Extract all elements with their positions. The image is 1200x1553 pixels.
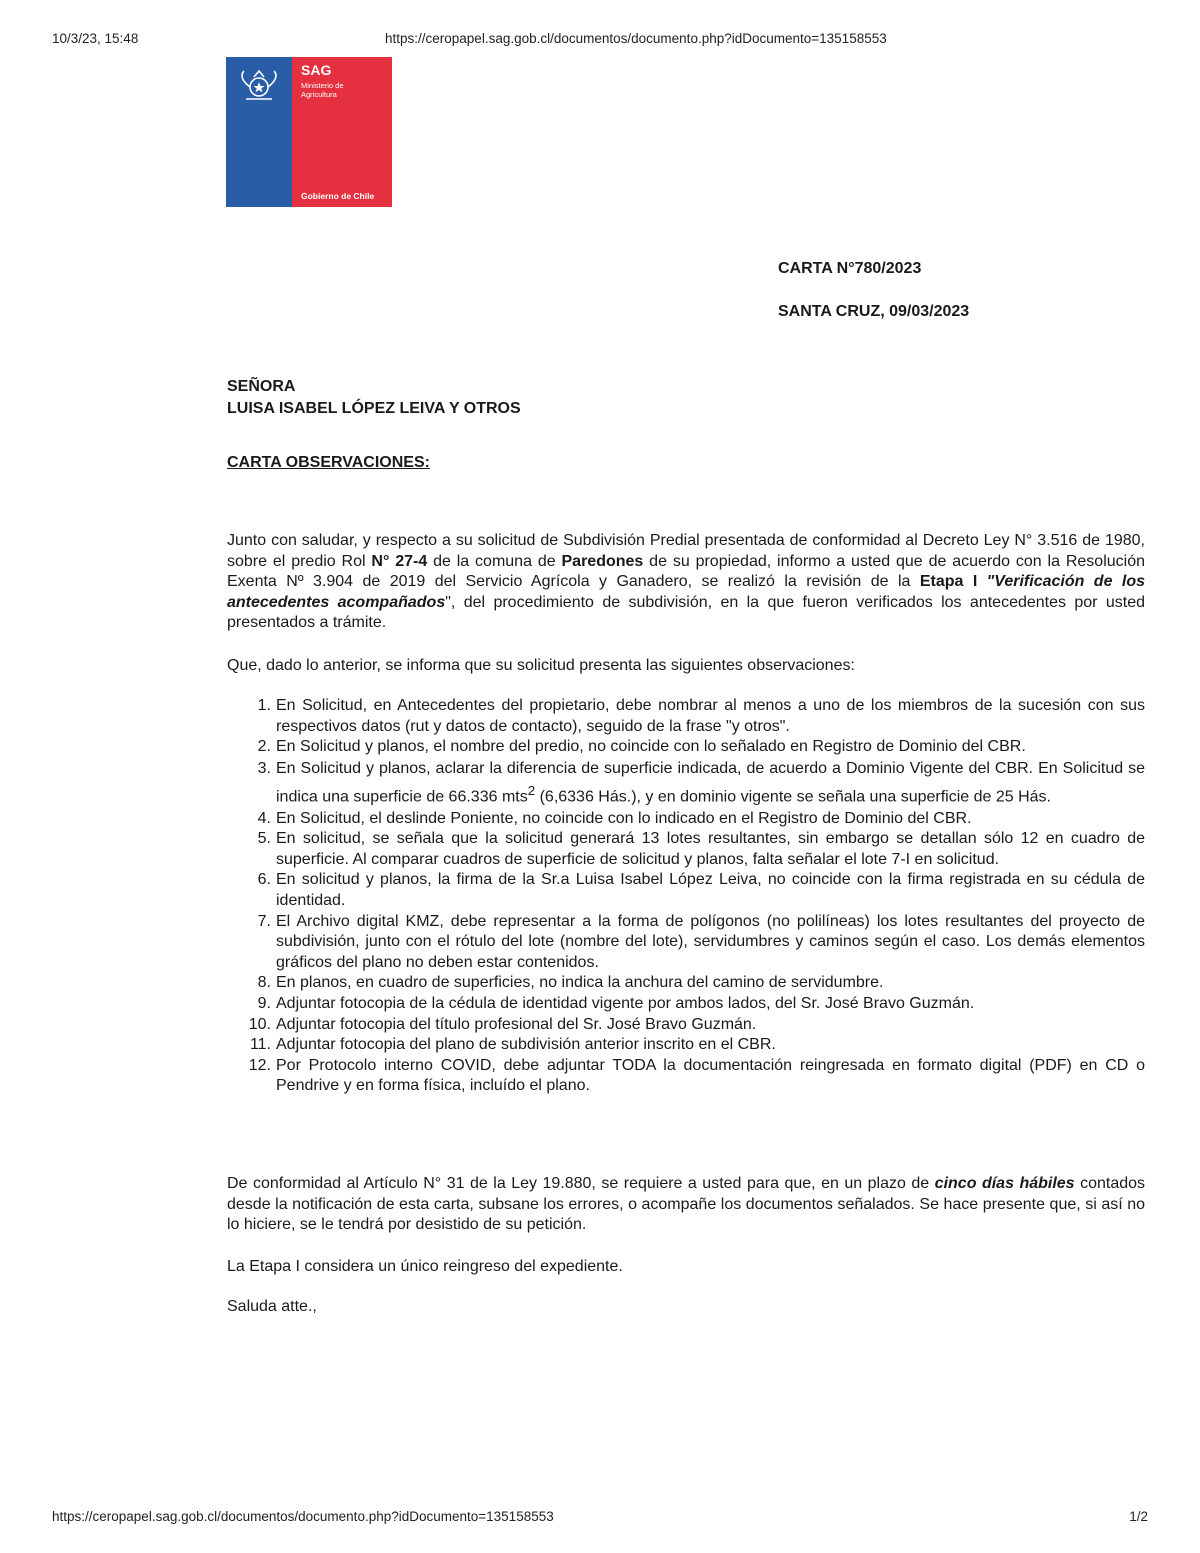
letter-place-date: SANTA CRUZ, 09/03/2023 xyxy=(778,303,970,320)
intro-etapa-name: "Verificación de los antecedentes acompañados xyxy=(227,573,1145,611)
list-item: 1. En Solicitud, en Antecedentes del propietario, debe nombrar al menos a uno de los miembros de la sucesión con sus respectivos datos (rut y datos de contacto), seguido de la frase "y otros". xyxy=(257,697,1145,735)
list-item: 5. En solicitud, se señala que la solicitud generará 13 lotes resultantes, sin embargo se detallan sólo 12 en cuadro de superficie. Al comparar cuadros de superficie de solicitud y planos, falta señalar el lote 7-I en solicitud. xyxy=(257,830,1145,868)
logo-subtitle: Ministerio de Agricultura xyxy=(301,81,344,99)
list-item: 9. Adjuntar fotocopia de la cédula de identidad vigente por ambos lados, del Sr. José Bravo Guzmán. xyxy=(257,995,975,1013)
intro-comuna: Paredones xyxy=(561,552,644,570)
logo-footer: Gobierno de Chile xyxy=(301,191,375,201)
logo-blue-panel xyxy=(226,57,292,207)
footer-url: https://ceropapel.sag.gob.cl/documentos/documento.php?idDocumento=135158553 xyxy=(52,1509,554,1524)
observations-lead: Que, dado lo anterior, se informa que su solicitud presenta las siguientes observaciones: xyxy=(227,657,855,674)
list-item: 4. En Solicitud, el deslinde Poniente, no coincide con lo indicado en el Registro de Dominio del CBR. xyxy=(257,809,972,827)
salutation: SEÑORA xyxy=(227,378,296,395)
list-item: 3. En Solicitud y planos, aclarar la diferencia de superficie indicada, de acuerdo a Dominio Vigente del CBR. En Solicitud se indica una superficie de 66.336 mts$^2$ (6,6336 Hás.), y en dominio vigente se señala una superficie de 25 Hás. xyxy=(257,759,1145,806)
print-header xyxy=(52,31,1148,49)
observations-list xyxy=(227,696,1145,1097)
print-url: https://ceropapel.sag.gob.cl/documentos/documento.php?idDocumento=135158553 xyxy=(385,31,887,46)
recipient-name: LUISA ISABEL LÓPEZ LEIVA Y OTROS xyxy=(227,400,521,417)
print-footer xyxy=(52,1509,1148,1527)
letter-subject: CARTA OBSERVACIONES: xyxy=(227,454,430,471)
closing-paragraph: De conformidad al Artículo N° 31 de la Ley 19.880, se requiere a usted para que, en un plazo de cinco días hábiles contados desde la notificación de esta carta, subsane los errores, o acompañe los documentos señalados. Se hace presente que, si así no lo hiciere, se le tendrá por desistido de su petición. xyxy=(227,1175,1146,1234)
intro-text-1: Junto con saludar, y respecto a su solicitud de Subdivisión Predial presentada de conformidad al Decreto Ley N° 3.516 de 1980, sobre el predio Rol xyxy=(227,532,1145,570)
logo-title: SAG xyxy=(301,62,332,78)
list-item: 6. En solicitud y planos, la firma de la Sr.a Luisa Isabel López Leiva, no coincide con la firma registrada en su cédula de identidad. xyxy=(257,871,1145,910)
sag-logo xyxy=(226,57,392,207)
coat-of-arms-icon xyxy=(234,65,284,107)
intro-text-3: de su propiedad, informo a usted que de acuerdo con la Resolución Exenta Nº 3.904 de 2019 del Servicio Agrícola y Ganadero, se realizó la revisión de la xyxy=(227,552,1146,591)
logo-red-panel xyxy=(292,57,392,207)
closing-plazo: cinco días hábiles xyxy=(934,1175,1075,1192)
intro-rol: N° 27-4 xyxy=(371,552,428,570)
recipient-block xyxy=(227,376,1145,420)
intro-text-4: ", del procedimiento de subdivisión, en la que fueron verificados los antecedentes por usted presentados a trámite. xyxy=(227,593,1146,632)
list-item: 10. Adjuntar fotocopia del título profesional del Sr. José Bravo Guzmán. xyxy=(248,1015,757,1033)
list-item: 2. En Solicitud y planos, el nombre del predio, no coincide con lo señalado en Registro de Dominio del CBR. xyxy=(257,738,1026,756)
print-datetime: 10/3/23, 15:48 xyxy=(52,31,139,46)
regards: Saluda atte., xyxy=(227,1298,317,1315)
list-item: 12. Por Protocolo interno COVID, debe adjuntar TODA la documentación reingresada en formato digital (PDF) en CD o Pendrive y en forma física, incluído el plano. xyxy=(248,1056,1145,1095)
intro-text-2: de la comuna de xyxy=(427,552,562,570)
list-item: 8. En planos, en cuadro de superficies, no indica la anchura del camino de servidumbre. xyxy=(257,974,884,992)
page-number: 1/2 xyxy=(1129,1509,1148,1524)
list-item: 11. Adjuntar fotocopia del plano de subdivisión anterior inscrito en el CBR. xyxy=(249,1036,776,1054)
intro-paragraph xyxy=(227,531,1145,634)
list-item: 7. El Archivo digital KMZ, debe representar a la forma de polígonos (no polilíneas) los lotes resultantes del proyecto de subdivisión, junto con el rótulo del lote (nombre del lote), servidumbres y caminos según el caso. Los demás elementos gráficos del plano no deben estar contenidos. xyxy=(257,912,1145,971)
superscript: 2 xyxy=(527,783,536,799)
letter-number: CARTA N°780/2023 xyxy=(778,260,922,277)
etapa-note: La Etapa I considera un único reingreso del expediente. xyxy=(227,1258,623,1275)
intro-etapa: Etapa I xyxy=(919,573,978,591)
